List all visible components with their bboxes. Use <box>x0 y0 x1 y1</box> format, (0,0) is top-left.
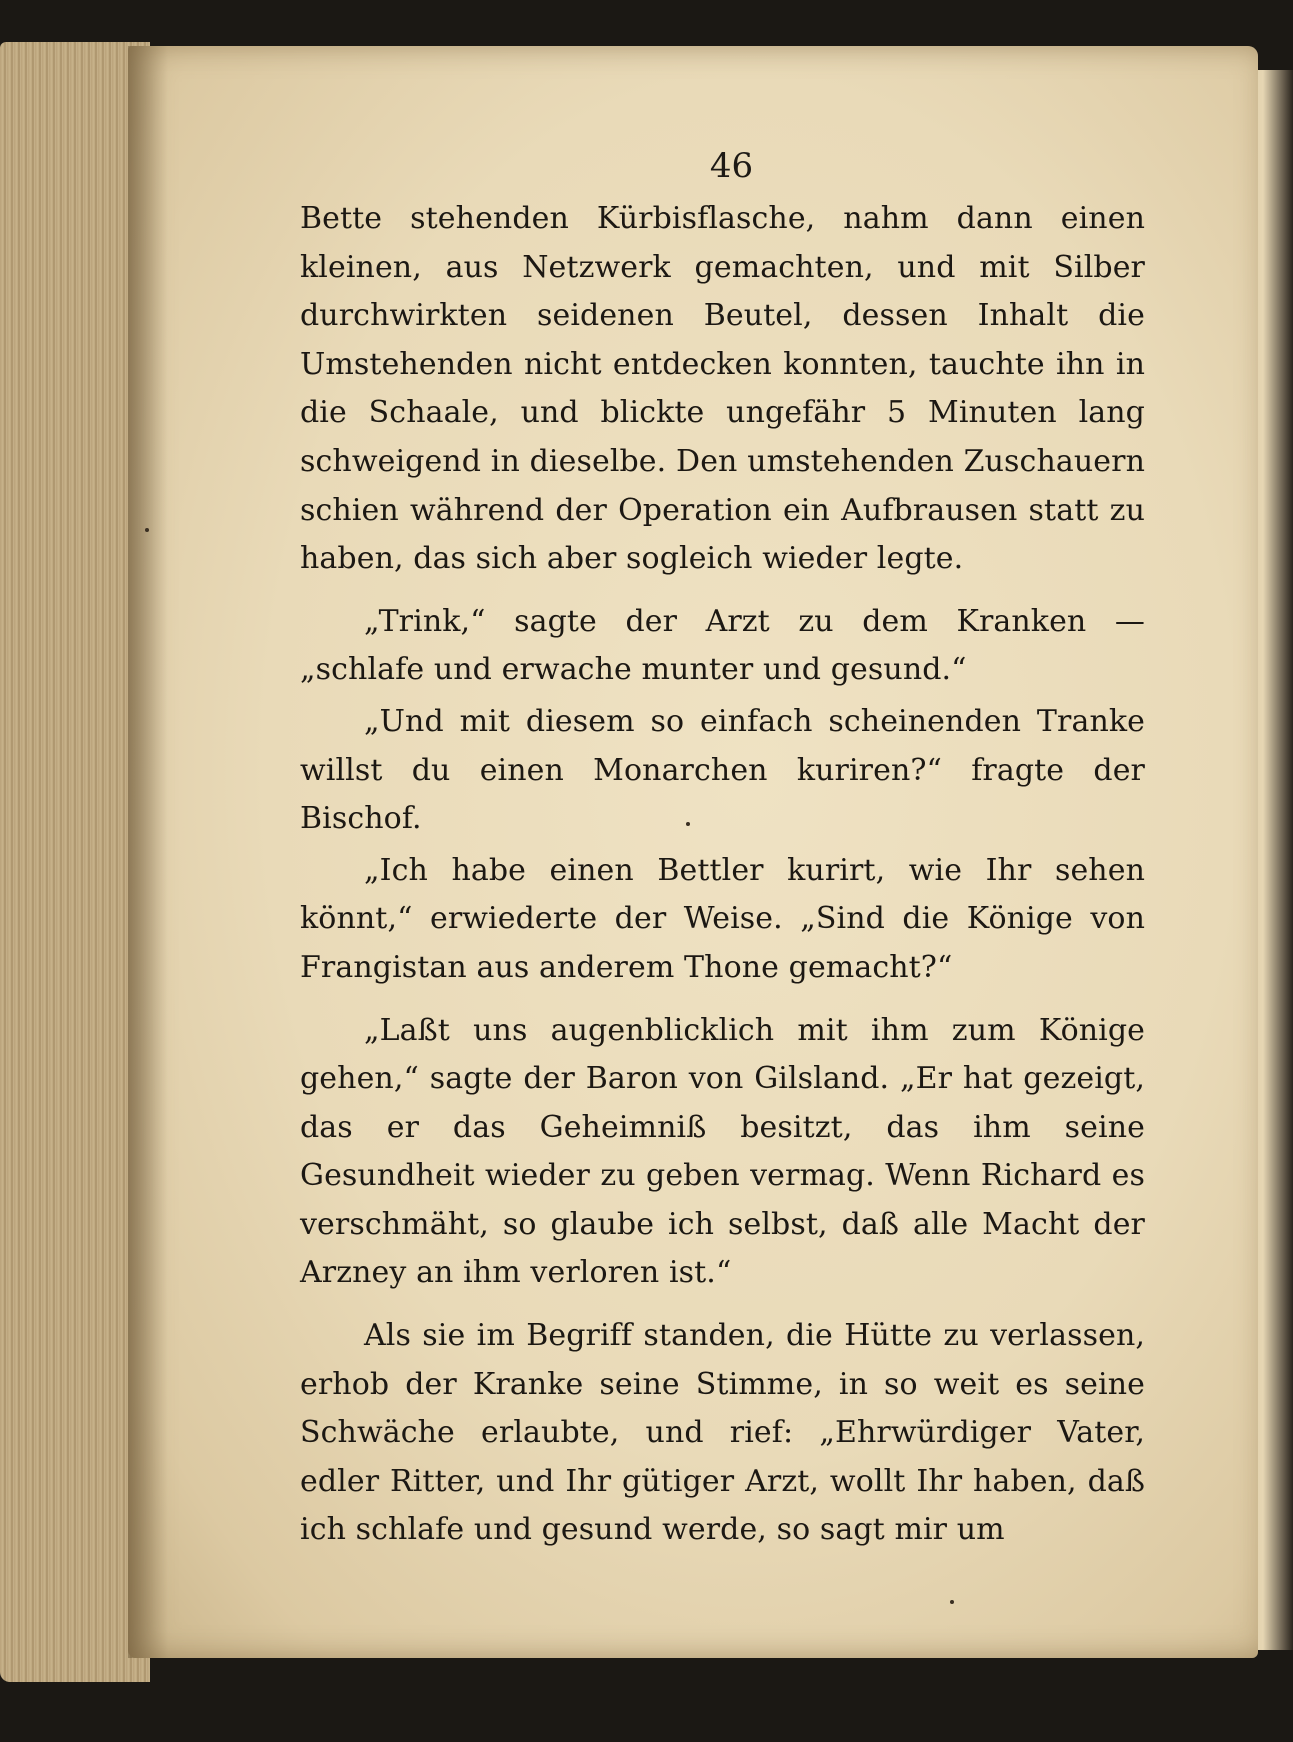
paper-speck <box>686 822 690 826</box>
paragraph-6: Als sie im Begriff standen, die Hütte zu verlassen, erhob der Kranke seine Stimme, in so weit es seine Schwäche erlaubte, und rief: „Ehrwürdiger Vater, edler Ritter, und Ihr gütiger Arzt, wollt Ihr haben, daß ich schlafe und gesund werde, so sagt mir um <box>300 1318 1145 1548</box>
paragraph-5: „Laßt uns augenblicklich mit ihm zum Könige gehen,“ sagte der Baron von Gilsland. „Er hat gezeigt, das er das Geheimniß besitzt, das ihm seine Gesundheit wieder zu geben vermag. Wenn Richard es verschmäht, so glaube ich selbst, daß alle Macht der Arzney an ihm verloren ist.“ <box>300 1012 1145 1291</box>
page-text <box>300 195 1145 1555</box>
paragraph-2: „Trink,“ sagte der Arzt zu dem Kranken — „schlafe und erwache munter und gesund.“ <box>300 603 1145 688</box>
paragraph-4: „Ich habe einen Bettler kurirt, wie Ihr sehen könnt,“ erwiederte der Weise. „Sind die Könige von Frangistan aus anderem Thone gemacht?“ <box>300 852 1145 985</box>
spine-shadow <box>128 46 168 1658</box>
page-number: 46 <box>709 146 754 186</box>
paper-speck <box>950 1600 954 1604</box>
paper-speck <box>145 528 149 532</box>
paragraph-3: „Und mit diesem so einfach scheinenden Tranke willst du einen Monarchen kuriren?“ fragte der Bischof. <box>300 703 1145 837</box>
paragraph-1: Bette stehenden Kürbisflasche, nahm dann einen kleinen, aus Netzwerk gemachten, und mit Silber durchwirkten seidenen Beutel, dessen Inhalt die Umstehenden nicht entdecken konnten, tauchte ihn in die Schaale, und blickte ungefähr 5 Minuten lang schweigend in dieselbe. Den umstehenden Zuschauern schien während der Operation ein Aufbrausen statt zu haben, das sich aber sogleich wieder legte. <box>300 201 1145 577</box>
